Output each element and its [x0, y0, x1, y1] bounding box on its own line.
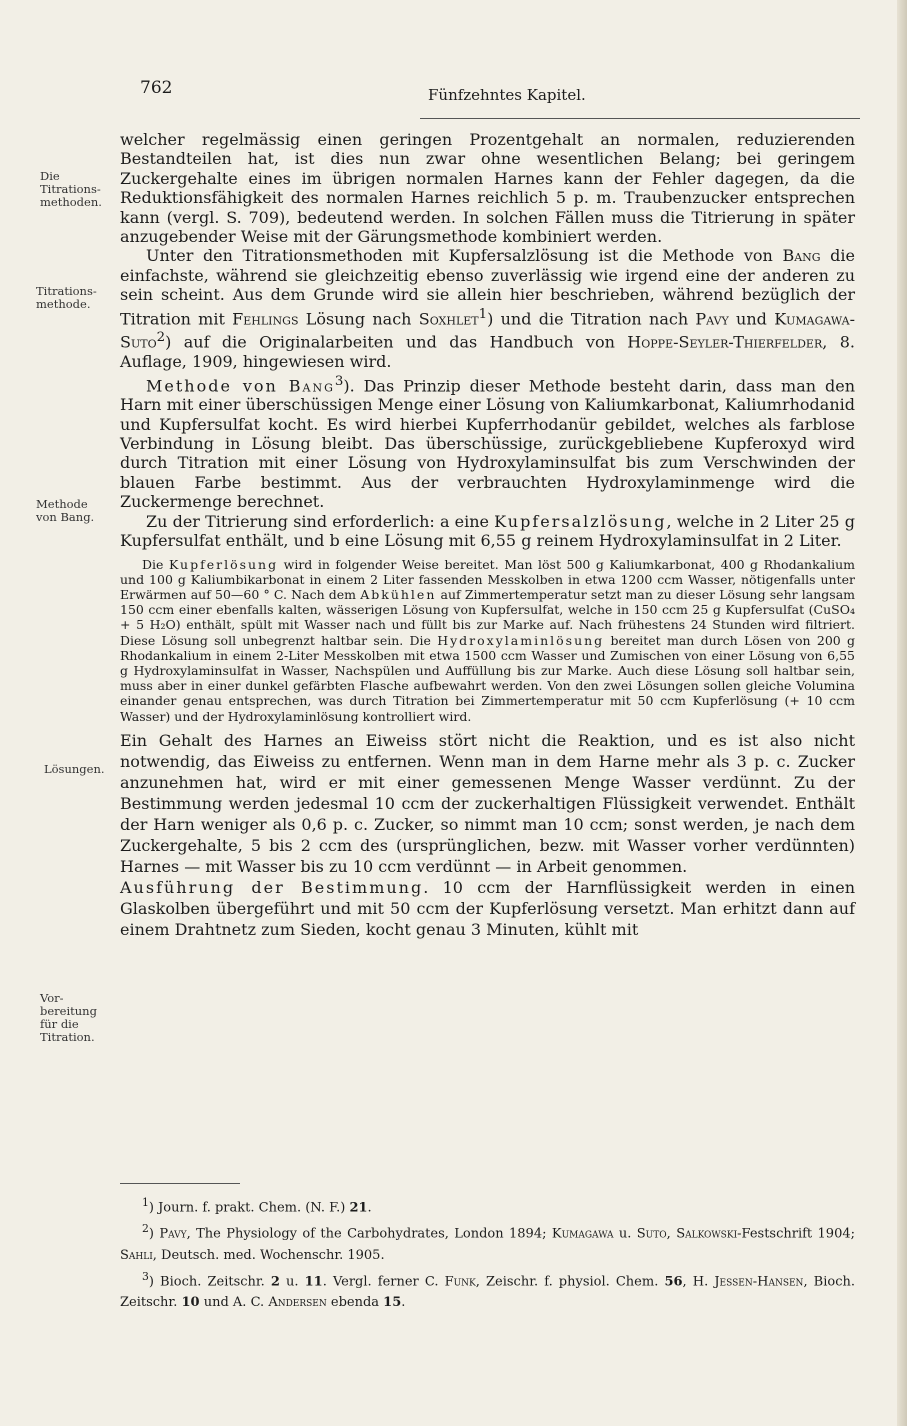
- author-name: Andersen: [268, 1294, 327, 1310]
- footnote-2: [120, 1218, 855, 1265]
- author-name: Suto: [636, 1226, 667, 1242]
- author-name: Hoppe-Seyler-Thierfelder: [627, 332, 823, 352]
- spaced-term: Kupferlösung: [168, 556, 279, 572]
- spaced-heading: Ausführung der Bestimmung: [120, 877, 424, 897]
- text-run: ebenda: [326, 1294, 384, 1310]
- page-number: 762: [140, 78, 173, 98]
- text-run: . 10 ccm der Harnflüssigkeit werden in einen Glaskolben übergeführt und mit 50 ccm der Kupferlösung versetzt. Man erhitzt dann auf einem Drahtnetz zum Sieden, kocht genau 3 Minuten, kühlt mit: [120, 877, 856, 939]
- paragraph-4: [120, 512, 855, 551]
- text-run: -Festschrift 1904;: [737, 1226, 855, 1242]
- margin-note-loesungen: Lösungen.: [44, 762, 105, 776]
- text-run: , The Physiology of the Carbohydrates, London 1894;: [186, 1226, 552, 1242]
- volume-number: 11: [304, 1273, 323, 1289]
- text-run: Unter den Titrationsmethoden mit Kupfersalzlösung ist die Methode von: [146, 246, 783, 266]
- text-run: , Zeischr. f. physiol. Chem.: [475, 1273, 665, 1289]
- margin-note-vorbereitung: Vor-bereitung für die Titration.: [40, 991, 97, 1044]
- volume-number: 10: [181, 1294, 200, 1310]
- text-run: , H.: [682, 1273, 715, 1289]
- text-run: , welche in 2 Liter 25 g Kupfersulfat enthält, und b eine Lösung mit 6,55 g reinem Hydroxylaminsulfat in 2 Liter.: [120, 511, 855, 551]
- volume-number: 56: [664, 1273, 683, 1289]
- margin-note-titrationsmethoden: Die Titrations-methoden.: [40, 169, 102, 209]
- text-run: die einfachste, während sie gleichzeitig ebenso zuverlässig wie irgend eine der anderen zu sein scheint. Aus dem Grunde wird sie allein hier beschrieben, während bezüglich der Titration mit: [120, 246, 855, 328]
- footnote-mark: 2: [142, 1222, 149, 1236]
- margin-note-titrationsmethode: Titrations-methode.: [36, 284, 97, 311]
- author-name: Bang: [782, 246, 821, 266]
- text-run: ) Bioch. Zeitschr.: [148, 1273, 271, 1289]
- paragraph-3: [120, 372, 855, 512]
- author-name: Pavy: [695, 308, 729, 328]
- spaced-term: Kupfersalzlösung: [494, 511, 667, 531]
- author-name: Funk: [444, 1273, 476, 1289]
- text-run: ) auf die Originalarbeiten und das Handbuch von: [165, 332, 628, 352]
- footnote-mark: 3: [142, 1269, 149, 1283]
- text-run: . Vergl. ferner C.: [322, 1273, 445, 1289]
- author-name: Kumagawa: [551, 1226, 614, 1242]
- text-run: ). Das Prinzip dieser Methode besteht darin, dass man den Harn mit einer überschüssigen Menge einer Lösung von Kaliumkarbonat, Kaliumrhodanid und Kupfersulfat kocht. Es wird hierbei Kupferrhodanür gebildet, welches als farblose Verbindung in Lösung bleibt. Das überschüssige, zurückgebliebene Kupferoxyd wird durch Titration mit einer Lösung von Hydroxylaminsulfat bis zum Verschwinden der blauen Farbe bestimmt. Aus der verbrauchten Hydroxylaminmenge wird die Zuckermenge berechnet.: [120, 375, 855, 512]
- footnote-rule: [120, 1183, 240, 1184]
- text-run: , Bioch. Zeitschr.: [120, 1273, 855, 1310]
- footnote-1: [120, 1192, 855, 1218]
- margin-note-methode-bang: Methode von Bang.: [36, 497, 95, 524]
- author-name: Salkowski: [676, 1226, 738, 1242]
- text-run: wird in folgender Weise bereitet. Man löst 500 g Kaliumkarbonat, 400 g Rhodankalium und 100 g Kaliumbikarbonat in einem 2 Liter fassenden Messkolben in etwa 1200 ccm Wasser, nötigenfalls unter Erwärmen auf 50—60 ° C. Nach dem: [120, 556, 856, 602]
- text-run: ) Journ. f. prakt. Chem. (N. F.): [148, 1200, 350, 1216]
- volume-number: 15: [383, 1294, 402, 1310]
- small-print-paragraph: [120, 557, 855, 724]
- volume-number: 21: [349, 1200, 368, 1216]
- header-rule: [420, 118, 860, 119]
- running-head: Fünfzehntes Kapitel.: [428, 86, 586, 104]
- text-run: und: [728, 308, 775, 328]
- footnote-ref: 2: [156, 330, 166, 346]
- author-name: Jessen-Hansen: [714, 1273, 804, 1289]
- text-run: u.: [613, 1226, 637, 1242]
- spaced-heading: Methode von: [146, 375, 289, 395]
- text-run: ,: [666, 1226, 677, 1242]
- text-run: Zu der Titrierung sind erforderlich: a eine: [146, 511, 495, 531]
- paragraph-6: [120, 877, 855, 940]
- author-name: Soxhlet: [418, 308, 479, 328]
- paragraph-5: Ein Gehalt des Harnes an Eiweiss stört nicht die Reaktion, und es ist also nicht notwendig, das Eiweiss zu entfernen. Wenn man in dem Harne mehr als 3 p. c. Zucker anzunehmen hat, wird er mit einer gemessenen Menge Wasser verdünnt. Zu der Bestimmung werden jedesmal 10 ccm der zuckerhaltigen Flüssigkeit verwendet. Enthält der Harn weniger als 0,6 p. c. Zucker, so nimmt man 10 ccm; sonst werden, je nach dem Zuckergehalte, 5 bis 2 ccm des (ursprünglichen, bezw. mit Wasser vorher verdünnten) Harnes — mit Wasser bis zu 10 ccm verdünnt — in Arbeit genommen.: [120, 730, 855, 876]
- page-edge: [897, 0, 907, 1426]
- text-run: .: [401, 1294, 406, 1310]
- footnotes: [120, 1192, 855, 1313]
- text-run: , Deutsch. med. Wochenschr. 1905.: [152, 1247, 385, 1263]
- footnote-ref: 1: [478, 306, 488, 322]
- text-run: .: [367, 1200, 372, 1216]
- text-run: Lösung nach: [298, 308, 419, 328]
- text-run: u.: [279, 1273, 305, 1289]
- text-run: ) und die Titration nach: [487, 308, 696, 328]
- footnote-ref: 3: [334, 373, 344, 389]
- author-name: Bang: [288, 375, 335, 395]
- author-name: Fehlings: [232, 308, 299, 328]
- page-header: [140, 78, 860, 108]
- text-run: auf Zimmertemperatur setzt man zu dieser Lösung sehr langsam 150 ccm einer ebenfalls kalten, wässerigen Lösung von Kupfersulfat, welche in 150 ccm 25 g Kupfersulfat (CuSO₄ + 5 H₂O) enthält, spült mit Wasser nach und füllt bis zur Marke auf. Nach frühestens 24 Stunden wird filtriert. Diese Lösung soll unbegrenzt haltbar sein. Die: [120, 586, 855, 648]
- text-run: ): [148, 1226, 160, 1242]
- spaced-term: Abkühlen: [360, 586, 437, 602]
- text-run: und A. C.: [199, 1294, 269, 1310]
- author-name: Sahli: [120, 1247, 153, 1263]
- text-run: , 8. Auflage, 1909, hingewiesen wird.: [120, 332, 855, 372]
- footnote-mark: 1: [142, 1196, 149, 1209]
- text-run: Die: [142, 556, 169, 572]
- volume-number: 2: [270, 1273, 280, 1289]
- author-name: Kumagawa-Suto: [120, 308, 856, 352]
- paragraph-2: [120, 246, 855, 371]
- text-run: bereitet man durch Lösen von 200 g Rhodankalium in einem 2-Liter Messkolben mit etwa 1500 ccm Wasser und Zumischen von einer Lösung von 6,55 g Hydroxylaminsulfat in Wasser, Nachspülen und Auffüllung bis zur Marke. Auch diese Lösung soll haltbar sein, muss aber in einer dunkel gefärbten Flasche aufbewahrt werden. Von den zwei Lösungen sollen gleiche Volumina einander genau entsprechen, was durch Titration bei Zimmertemperatur mit 50 ccm Kupferlösung (+ 10 ccm Wasser) und der Hydroxylaminlösung kontrolliert wird.: [120, 632, 856, 724]
- paragraph-1: welcher regelmässig einen geringen Prozentgehalt an normalen, reduzierenden Bestandteilen hat, ist dies nun zwar ohne wesentlichen Belang; bei geringem Zuckergehalte eines im übrigen normalen Harnes kann der Fehler dagegen, da die Reduktionsfähigkeit des normalen Harnes reichlich 5 p. m. Traubenzucker entsprechen kann (vergl. S. 709), bedeutend werden. In solchen Fällen muss die Titrierung in später anzugebender Weise mit der Gärungsmethode kombiniert werden.: [120, 130, 855, 247]
- spaced-term: Hydroxylaminlösung: [437, 632, 605, 648]
- footnote-3: [120, 1266, 855, 1313]
- author-name: Pavy: [159, 1226, 187, 1242]
- main-text: [120, 130, 855, 940]
